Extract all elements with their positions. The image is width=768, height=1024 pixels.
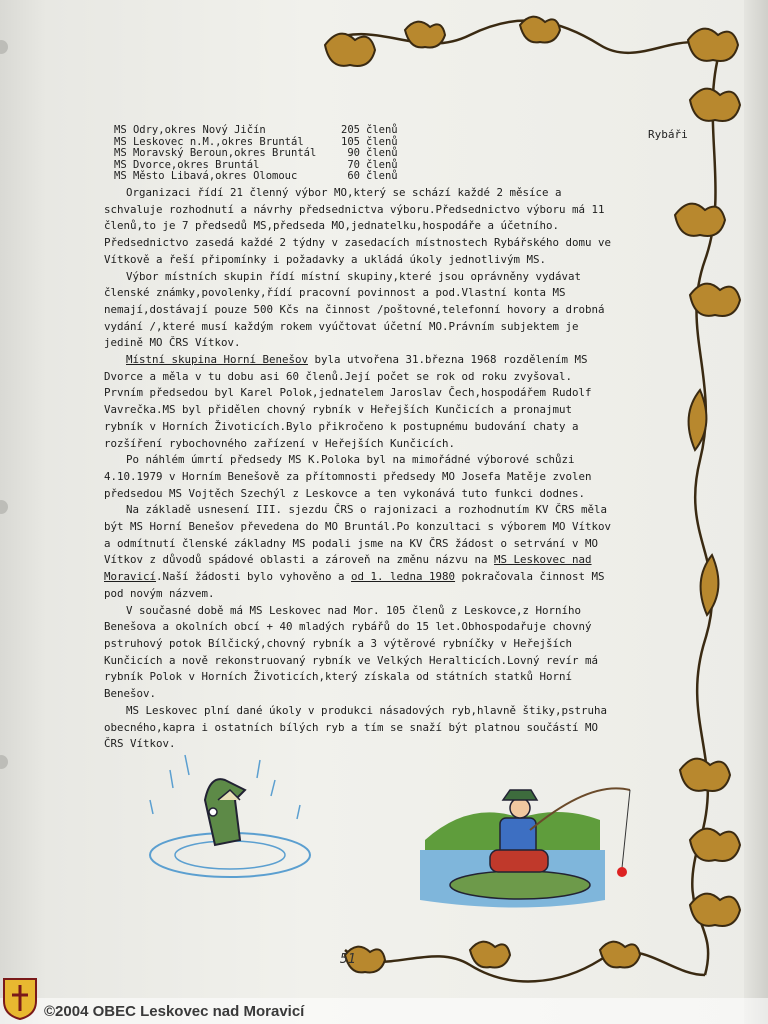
paragraph: Organizaci řídí 21 členný výbor MO,který se schází každé 2 měsíce a schvaluje rozhodnutí a návrhy předsednictva výboru.Předsednictvo výboru má 11 členů,to je 7 předsedů MS,předseda MO,jednatelku,hospodáře a účetního. Předsednictvo zasedá každé 2 týdny v zasedacích místnostech Rybářského domu ve Vítkově a řeší připomínky i požadavky a ukládá úkoly jednotlivým MS. xyxy=(104,186,612,266)
paragraph: Místní skupina Horní Benešov byla utvořena 31.března 1968 rozdělením MS Dvorce a měla v tu dobu asi 60 členů.Její počet se rok od roku zvyšoval. Prvním předsedou byl Karel Polok,jednatelem Jaroslav Čech,hospodářem Rudolf Vavrečka.MS byl přidělen chovný rybník v Heřejších Kunčicích a pronajmut rybník v Horních Životicích.Bylo přikročeno k postupnému budování chaty a rozšíření rybochovného zařízení v Heřejších Kunčicích. xyxy=(104,353,592,450)
underlined-name: MS Leskovec nad Moravicí xyxy=(104,553,592,584)
vine-leaf-icon xyxy=(690,829,740,861)
paragraph: Na základě usnesení III. sjezdu ČRS o rajonizaci a rozhodnutím KV ČRS měla být MS Horní Benešov převedena do MO Bruntál.Po konzultaci s výborem MO Vítkov a odmítnutí členské základny MS podali jsme na KV ČRS žádost o setrvání v MO Vítkov z důvodů spádové oblasti a zároveň na změnu názvu na MS Leskovec nad Moravicí.Naší žádosti bylo vyhověno a od 1. ledna 1980 pokračovala činnost MS pod novým názvem. xyxy=(104,503,612,600)
vine-leaf-icon xyxy=(405,22,445,48)
paragraph: Výbor místních skupin řídí místní skupiny,které jsou oprávněny vydávat členské známky,povolenky,řídí pracovní povinnost a pod.Vlastní konta MS nemají,dostávají pouze 500 Kčs na činnost /poštovné,telefonní hovory a drobná vydání /,které musí každým rokem vyúčtovat účetní MO.Právním subjektem je jedině MO ČRS Vítkov. xyxy=(104,269,605,350)
vine-leaf-icon xyxy=(675,204,725,236)
list-item: MS Město Libavá,okres Olomouc 60 členů xyxy=(114,170,398,182)
list-item: MS Dvorce,okres Bruntál 70 členů xyxy=(114,158,398,171)
pike-fish-illustration xyxy=(150,755,310,877)
list-item: MS Moravský Beroun,okres Bruntál 90 členů xyxy=(114,147,398,159)
vine-leaf-icon xyxy=(690,284,740,316)
page-number: 51 xyxy=(340,952,356,967)
paragraph: V současné době má MS Leskovec nad Mor. 105 členů z Leskovce,z Horního Benešova a okolních obcí + 40 mladých rybářů do 15 let.Obhospodařuje chovný pstruhový potok Bílčický,chovný rybník a 3 výtěrové rybníčky v Heřejších Kunčicích a nově rekonstruovaný rybník ve Velkých Heralticích.Lovný revír má rybník Polok v Horních Životicích,který získala od státních statků Horní Benešov. xyxy=(104,603,599,701)
paragraph: Po náhlém úmrtí předsedy MS K.Poloka byl na mimořádné výborové schůzi 4.10.1979 v Horním Benešově za přítomnosti předsedy MO Josefa Matěje zvolen předsedou MS Vojtěch Szechýl z Leskovce a ten vykonává tuto funkci dodnes. xyxy=(104,453,592,500)
vine-leaf-icon xyxy=(690,89,740,121)
vine-leaf-icon xyxy=(325,34,375,66)
vine-leaf-icon xyxy=(688,29,738,61)
vine-leaf-icon xyxy=(600,942,640,968)
paragraph: MS Leskovec plní dané úkoly v produkci násadových ryb,hlavně štiky,pstruha obecného,kapra i ostatních bílých ryb a tím se snaží být platnou součástí MO ČRS Vítkov. xyxy=(104,703,608,751)
underlined-date: od 1. ledna 1980 xyxy=(351,570,456,584)
vine-leaf-icon xyxy=(470,942,510,968)
footer-copyright: ©2004 OBEC Leskovec nad Moravicí xyxy=(44,1003,305,1020)
branch-list xyxy=(114,125,398,183)
document-body xyxy=(104,185,614,753)
list-item: MS Leskovec n.M.,okres Bruntál 105 členů xyxy=(114,135,398,148)
fisherman-illustration xyxy=(420,788,630,907)
vine-leaf-icon xyxy=(690,894,740,926)
vine-leaf-icon xyxy=(680,759,730,791)
underlined-heading: Místní skupina Horní Benešov xyxy=(126,353,309,367)
header-title: Rybáři xyxy=(648,128,688,141)
coat-of-arms-icon xyxy=(0,975,40,1021)
vine-leaf-icon xyxy=(701,555,719,615)
list-item: MS Odry,okres Nový Jičín 205 členů xyxy=(114,124,398,136)
vine-leaf-icon xyxy=(520,17,560,43)
